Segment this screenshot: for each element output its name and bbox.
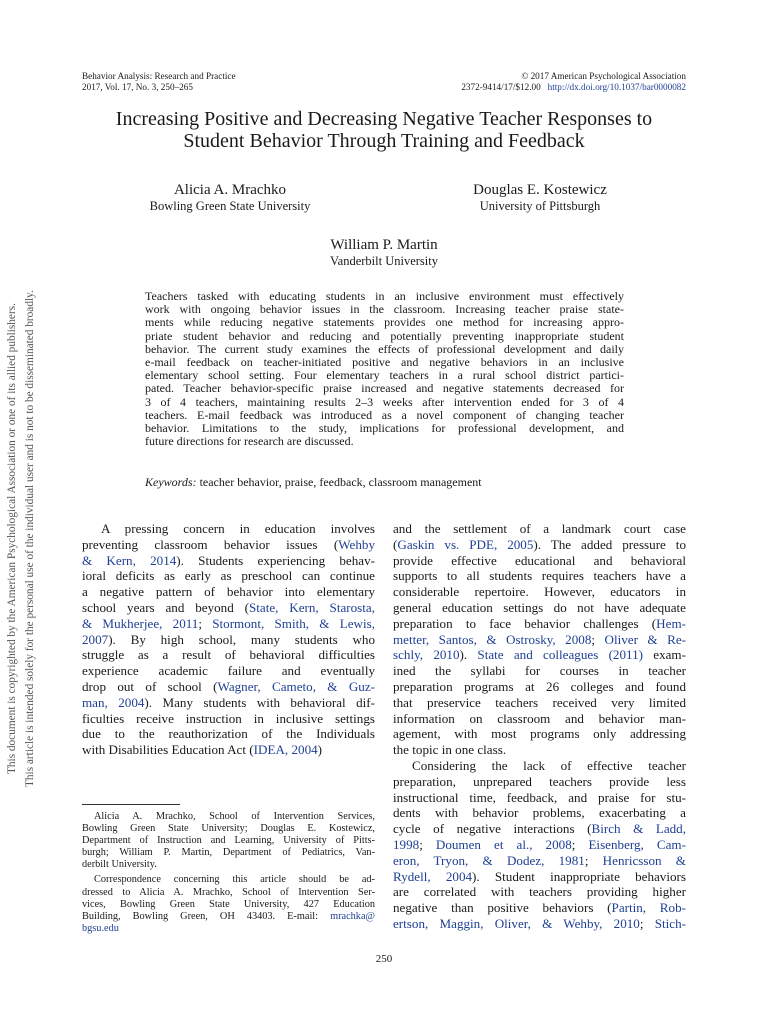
author-name: Douglas E. Kostewicz: [473, 182, 607, 198]
body-text-line: [82, 584, 375, 600]
text-run: struggle as a result of behavioral difficulties: [82, 647, 375, 663]
body-text-line: [82, 616, 375, 632]
journal-name: Behavior Analysis: Research and Practice: [82, 71, 236, 81]
citation-link[interactable]: Stich-: [654, 915, 686, 931]
text-run: ficulties receive instruction in inclusive settings: [82, 710, 375, 726]
abstract-line: e-mail feedback on teacher-initiated positive and negative behaviors in an inclusive: [145, 355, 624, 370]
text-run: a negative pattern of behavior into elementary: [82, 584, 375, 600]
text-run: ;: [419, 836, 436, 852]
abstract-line: work with ongoing behavior issues in the classroom. Increasing teacher praise state-: [145, 302, 624, 317]
author-affiliation: Vanderbilt University: [330, 254, 438, 268]
text-run: ): [317, 742, 323, 758]
text-run: dents with behavior problems, exacerbating a: [393, 805, 686, 821]
abstract-line: future directions for research are discussed.: [145, 434, 354, 449]
abstract-line: 3 of 4 teachers, maintaining results 2–3 weeks after intervention ended for 3 of 4: [145, 394, 624, 409]
citation-link[interactable]: Gaskin vs. PDE, 2005: [397, 536, 534, 552]
body-text-line: [82, 553, 375, 569]
citation-link[interactable]: ertson, Maggin, Oliver, & Wehby, 2010: [393, 915, 640, 931]
text-run: ioral deficits as early as preschool can continue: [82, 568, 375, 584]
text-run: with Disabilities Education Act (: [82, 742, 254, 758]
citation-link[interactable]: Rydell, 2004: [393, 868, 473, 884]
text-run: instructional time, feedback, and praise for stu-: [393, 789, 686, 805]
citation-link[interactable]: Henricsson &: [602, 852, 686, 868]
body-text-line: [82, 711, 375, 727]
title-line-2: Student Behavior Through Training and Feedback: [183, 130, 585, 152]
keywords-label: Keywords:: [145, 475, 197, 489]
text-run: ined the syllabi for courses in teacher: [393, 663, 686, 679]
body-text-line: [82, 632, 375, 648]
body-text-line: [393, 726, 686, 742]
author-block-2: [410, 181, 670, 214]
body-column-left: [82, 521, 375, 758]
citation-link[interactable]: 1998: [393, 836, 420, 852]
correspondence-line: [82, 911, 375, 923]
footnote-divider: [82, 804, 180, 805]
text-run: ;: [639, 915, 655, 931]
body-text-line: [393, 711, 686, 727]
abstract-line: behavior. The current study examines the effects of professional development and daily: [145, 341, 624, 356]
text-run: A pressing concern in education involves: [101, 521, 375, 536]
text-run: considerable repertoire. However, educators in: [393, 584, 686, 600]
body-text-line: [393, 884, 686, 900]
body-text-line: [393, 663, 686, 679]
body-text-line: [393, 853, 686, 869]
body-text-line: [393, 616, 686, 632]
citation-link[interactable]: IDEA, 2004: [253, 742, 318, 758]
text-run: vices, Bowling Green State University, 427 Education: [82, 898, 375, 910]
text-run: the topic in one class.: [393, 742, 507, 758]
text-run: ;: [571, 836, 589, 852]
citation-link[interactable]: 2007: [82, 631, 109, 647]
body-text-line: [82, 742, 375, 758]
text-run: preparation programs at 26 colleges and found: [393, 678, 686, 694]
issn: 2372-9414/17/$12.00: [461, 81, 541, 92]
text-run: ). Many students with behavioral dif-: [144, 694, 375, 710]
body-text-line: [393, 900, 686, 916]
journal-header: [82, 71, 236, 92]
citation-link[interactable]: man, 2004: [82, 694, 145, 710]
text-run: derbilt University.: [82, 859, 157, 871]
text-run: ;: [591, 631, 605, 647]
correspondence-line: [82, 899, 375, 911]
author-block-1: [100, 181, 360, 214]
text-run: ). Students experiencing behav-: [176, 552, 375, 568]
body-text-line: [82, 568, 375, 584]
text-run: information on classroom and behavior man-: [393, 710, 686, 726]
text-run: provide effective educational and behavioral: [393, 552, 686, 568]
body-text-line: [393, 647, 686, 663]
citation-link[interactable]: Eisenberg, Cam-: [588, 836, 686, 852]
text-run: (: [393, 536, 398, 552]
author-note-line: [82, 835, 375, 847]
body-text-line: [393, 679, 686, 695]
body-text-line: [82, 695, 375, 711]
citation-link[interactable]: Hem-: [656, 615, 686, 631]
abstract-line: Teachers tasked with educating students in an inclusive environment must effectively: [145, 289, 624, 303]
body-text-line: [393, 869, 686, 885]
text-run: ). By high school, many students who: [108, 631, 375, 647]
text-run: supports to all students requires teachers have a: [393, 568, 686, 584]
text-run: ;: [584, 852, 603, 868]
correspondence-line: [82, 887, 375, 899]
text-run: exam-: [643, 647, 686, 663]
text-run: general education settings do not have adequate: [393, 599, 686, 615]
body-text-line: [393, 584, 686, 600]
author-affiliation: Bowling Green State University: [149, 199, 311, 213]
body-text-line: [393, 805, 686, 821]
text-run: that preservice teachers received very limited: [393, 694, 686, 710]
text-run: Department of Instruction and Learning, University of Pitts-: [82, 835, 375, 847]
copyright-line: © 2017 American Psychological Association: [521, 71, 686, 81]
text-run: cycle of negative interactions (: [393, 821, 592, 837]
body-column-right: [393, 521, 686, 932]
citation-link[interactable]: mrachka@: [330, 910, 375, 922]
author-affiliation: University of Pittsburgh: [479, 199, 601, 213]
citation-link[interactable]: Doumen et al., 2008: [435, 836, 572, 852]
text-run: preparation, unprepared teachers provide less: [393, 773, 686, 789]
abstract-line: behavior. Limitations to the study, implications for professional development, and: [145, 421, 624, 436]
text-run: negative than positive behaviors (: [393, 900, 612, 916]
author-name: Alicia A. Mrachko: [173, 182, 287, 198]
body-text-line: [82, 663, 375, 679]
citation-link[interactable]: State and colleagues (2011): [477, 647, 643, 663]
text-run: preventing classroom behavior issues (: [82, 536, 339, 552]
text-run: ). The added pressure to: [533, 536, 686, 552]
keywords-text: teacher behavior, praise, feedback, classroom management: [199, 475, 482, 489]
body-text-line: [393, 568, 686, 584]
citation-link[interactable]: Partin, Rob-: [611, 900, 686, 916]
body-text-line: [393, 821, 686, 837]
author-block-3: [254, 236, 514, 269]
abstract-line: elementary school setting. Four elementary teachers in a rural school district partici-: [145, 368, 624, 383]
body-text-line: [393, 695, 686, 711]
article-title: [70, 108, 698, 152]
body-text-line: [393, 758, 686, 774]
text-run: due to the reauthorization of the Individuals: [82, 726, 375, 742]
body-text-line: [82, 537, 375, 553]
text-run: dressed to Alicia A. Mrachko, School of Intervention Ser-: [82, 886, 375, 898]
body-text-line: [82, 647, 375, 663]
page-number: 250: [375, 953, 393, 965]
body-text-line: [82, 600, 375, 616]
citation-link[interactable]: metter, Santos, & Ostrosky, 2008: [393, 631, 592, 647]
body-text-line: [393, 632, 686, 648]
abstract-line: teachers. E-mail feedback was introduced as a novel component of changing teacher: [145, 407, 624, 422]
text-run: ;: [198, 615, 213, 631]
author-name: William P. Martin: [330, 237, 438, 253]
citation-link[interactable]: & Kern, 2014: [82, 552, 177, 568]
issn-doi-line: [461, 82, 686, 93]
citation-link[interactable]: bgsu.edu: [82, 922, 119, 934]
text-run: Considering the lack of effective teacher: [412, 757, 686, 773]
citation-link[interactable]: Oliver & Re-: [604, 631, 686, 647]
abstract: [145, 290, 624, 448]
author-note-line: [82, 859, 375, 871]
citation-link[interactable]: Stormont, Smith, & Lewis,: [212, 615, 375, 631]
abstract-line: pated. Teacher behavior-specific praise increased and negative statements decreased for: [145, 381, 624, 396]
citation-link[interactable]: Birch & Ladd,: [591, 821, 686, 837]
keywords: [145, 475, 482, 489]
citation-link[interactable]: State, Kern, Starosta,: [248, 599, 375, 615]
body-text-line: [82, 726, 375, 742]
body-text-line: [82, 521, 375, 537]
title-line-1: Increasing Positive and Decreasing Negative Teacher Responses to: [115, 108, 653, 130]
citation-link[interactable]: & Mukherjee, 2011: [82, 615, 199, 631]
body-text-line: [82, 679, 375, 695]
correspondence-line: [82, 874, 375, 886]
text-run: are correlated with teachers providing higher: [393, 884, 686, 900]
text-run: and the settlement of a landmark court case: [393, 521, 686, 536]
text-run: Bowling Green State University; Douglas E. Kostewicz,: [82, 823, 375, 835]
text-run: ).: [459, 647, 478, 663]
abstract-line: priate student behavior and reducing and potentially preventing inappropriate student: [145, 328, 624, 343]
body-text-line: [393, 600, 686, 616]
body-text-line: [393, 742, 686, 758]
citation-link[interactable]: schly, 2010: [393, 647, 460, 663]
author-note: [82, 811, 375, 935]
text-run: ). Student inappropriate behaviors: [472, 868, 686, 884]
copyright-header: [461, 71, 686, 92]
body-text-line: [393, 521, 686, 537]
text-run: burgh; William P. Martin, Department of Pediatrics, Van-: [82, 847, 375, 859]
body-text-line: [393, 553, 686, 569]
citation-link[interactable]: eron, Tryon, & Dodez, 1981: [393, 852, 585, 868]
text-run: Building, Bowling Green, OH 43403. E-mail:: [82, 910, 331, 922]
journal-volume: 2017, Vol. 17, No. 3, 250–265: [82, 81, 193, 92]
author-note-line: [82, 847, 375, 859]
citation-link[interactable]: Wehby: [338, 536, 375, 552]
author-note-line: [82, 823, 375, 835]
body-text-line: [393, 774, 686, 790]
body-text-line: [393, 790, 686, 806]
text-run: drop out of school (: [82, 678, 218, 694]
body-text-line: [393, 537, 686, 553]
text-run: agement, with most programs only addressing: [393, 726, 686, 742]
text-run: experience academic failure and eventually: [82, 663, 375, 679]
text-run: preparation to face behavior challenges (: [393, 615, 657, 631]
copyright-notice-line-2: This article is intended solely for the personal use of the individual user and is not to be disseminated broadly.: [24, 290, 36, 787]
text-run: Alicia A. Mrachko, School of Intervention Services,: [94, 811, 375, 822]
doi-link[interactable]: http://dx.doi.org/10.1037/bar0000082: [547, 81, 686, 92]
abstract-line: ments while reducing negative statements provides one method for increasing appro-: [145, 315, 624, 330]
text-run: school years and beyond (: [82, 599, 249, 615]
body-text-line: [393, 916, 686, 932]
text-run: Correspondence concerning this article should be ad-: [94, 874, 375, 886]
author-note-line: [82, 811, 375, 823]
body-text-line: [393, 837, 686, 853]
citation-link[interactable]: Wagner, Cameto, & Guz-: [217, 678, 375, 694]
correspondence-line: [82, 923, 375, 935]
copyright-notice-line-1: This document is copyrighted by the American Psychological Association or one of its allied publishers.: [6, 303, 18, 774]
